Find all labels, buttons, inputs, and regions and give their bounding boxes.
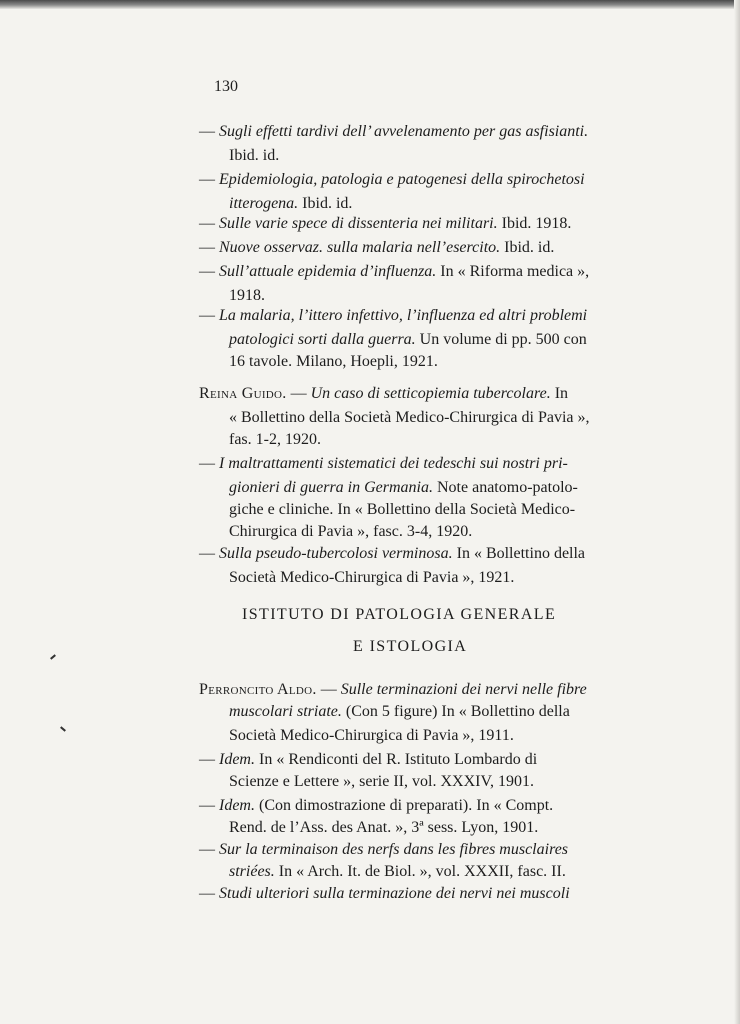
title-run: Sulla pseudo-tubercolosi verminosa. — [219, 545, 453, 562]
section-heading-line-2: E ISTOLOGIA — [353, 638, 468, 655]
title-run: muscolari striate. — [229, 703, 342, 720]
text-run: 1918. — [229, 287, 265, 304]
text-line — [229, 500, 575, 520]
title-run: striées. — [229, 863, 275, 880]
text-line — [199, 170, 585, 190]
text-line — [229, 478, 578, 498]
text-line — [229, 430, 321, 450]
text-run: In « Bollettino della — [452, 545, 586, 562]
text-run: Un volume di pp. 500 con — [415, 331, 587, 348]
text-line — [229, 330, 587, 350]
title-run: Sulle terminazioni dei nervi nelle fibre — [340, 681, 587, 698]
text-line — [229, 408, 590, 428]
text-run: — — [199, 171, 219, 188]
page-number: 130 — [214, 78, 238, 95]
text-run: Ibid. id. — [500, 239, 555, 256]
text-run: Note anatomo-patolo- — [433, 479, 578, 496]
text-line — [229, 352, 438, 372]
text-line — [229, 194, 352, 214]
text-run: fas. 1-2, 1920. — [229, 431, 321, 448]
text-run: — — [199, 123, 219, 140]
text-run: — — [199, 841, 219, 858]
title-run: Sur la terminaison des nerfs dans les fibres musclaires — [219, 841, 569, 858]
text-line — [229, 568, 514, 588]
text-line — [199, 884, 570, 904]
text-line — [229, 862, 566, 882]
text-run: — — [199, 885, 219, 902]
text-line — [199, 750, 537, 770]
scan-top-edge — [0, 0, 740, 9]
text-run: Rend. de l’Ass. des Anat. », 3ª sess. Lyon, 1901. — [229, 819, 539, 836]
text-run: « Bollettino della Società Medico-Chirurgica di Pavia », — [229, 409, 590, 426]
text-line — [229, 702, 570, 722]
text-line — [229, 286, 265, 306]
text-run: In « Riforma medica », — [436, 263, 590, 280]
text-line — [199, 454, 568, 474]
title-run: La malaria, l’ittero infettivo, l’influenza ed altri problemi — [219, 307, 588, 324]
text-line — [199, 544, 585, 564]
section-heading-line-1: ISTITUTO DI PATOLOGIA GENERALE — [242, 606, 557, 623]
title-run: itterogena. — [229, 195, 299, 212]
text-run: (Con 5 figure) In « Bollettino della — [341, 703, 570, 720]
text-line — [229, 522, 472, 542]
text-line — [199, 262, 589, 282]
scan-right-edge — [734, 0, 740, 1024]
text-line — [199, 306, 587, 326]
text-run: — — [199, 455, 219, 472]
author-name: Perroncito Aldo. — [199, 681, 317, 698]
text-run: Società Medico-Chirurgica di Pavia », 1911. — [229, 727, 514, 744]
text-line — [199, 122, 588, 142]
text-run: Società Medico-Chirurgica di Pavia », 1921. — [229, 569, 515, 586]
title-run: patologici sorti dalla guerra. — [229, 331, 416, 348]
text-run: 16 tavole. Milano, Hoepli, 1921. — [229, 353, 438, 370]
text-run: — — [199, 263, 219, 280]
text-run: (Con dimostrazione di preparati). In « Compt. — [254, 797, 554, 814]
title-run: Nuove osservaz. sulla malaria nell’esercito. — [219, 239, 501, 256]
title-run: Sugli effetti tardivi dell’ avvelenamento per gas asfisianti. — [219, 123, 589, 140]
text-run: In — [550, 385, 569, 402]
title-run: Sulle varie spece di dissenteria nei militari. — [219, 215, 498, 232]
text-run: giche e cliniche. In « Bollettino della Società Medico- — [229, 501, 576, 518]
text-line — [229, 146, 279, 166]
text-run: — — [199, 307, 219, 324]
scan-mark — [50, 654, 56, 659]
title-run: Un caso di setticopiemia tubercolare. — [310, 385, 551, 402]
title-run: Idem. — [219, 797, 255, 814]
text-run: In « Rendiconti del R. Istituto Lombardo di — [254, 751, 538, 768]
title-run: Idem. — [219, 751, 255, 768]
text-run: Scienze e Lettere », serie II, vol. XXXIV, 1901. — [229, 773, 534, 790]
title-run: Epidemiologia, patologia e patogenesi della spirochetosi — [219, 171, 585, 188]
text-line — [229, 772, 534, 792]
text-run: Ibid. id. — [229, 147, 280, 164]
text-run: In « Arch. It. de Biol. », vol. XXXII, fasc. II. — [274, 863, 566, 880]
text-line — [199, 238, 554, 258]
text-run: — — [199, 797, 219, 814]
author-name: Reina Guido. — [199, 385, 287, 402]
text-line — [229, 818, 538, 838]
text-run: Ibid. 1918. — [497, 215, 572, 232]
text-line — [199, 796, 553, 816]
text-line — [229, 726, 514, 746]
text-run: — — [199, 215, 219, 232]
title-run: Sull’attuale epidemia d’influenza. — [219, 263, 437, 280]
title-run: gionieri di guerra in Germania. — [229, 479, 433, 496]
title-run: I maltrattamenti sistematici dei tedeschi sui nostri pri- — [219, 455, 568, 472]
title-run: Studi ulteriori sulla terminazione dei nervi nei muscoli — [219, 885, 570, 902]
text-line — [199, 214, 571, 234]
text-run: — — [199, 751, 219, 768]
dash: — — [316, 681, 341, 698]
text-run: — — [199, 239, 219, 256]
text-run: — — [199, 545, 219, 562]
text-line — [199, 384, 568, 404]
text-run: Ibid. id. — [298, 195, 353, 212]
scan-mark — [60, 726, 66, 731]
text-line — [199, 840, 568, 860]
text-line — [199, 680, 587, 700]
dash: — — [286, 385, 311, 402]
text-run: Chirurgica di Pavia », fasc. 3-4, 1920. — [229, 523, 473, 540]
